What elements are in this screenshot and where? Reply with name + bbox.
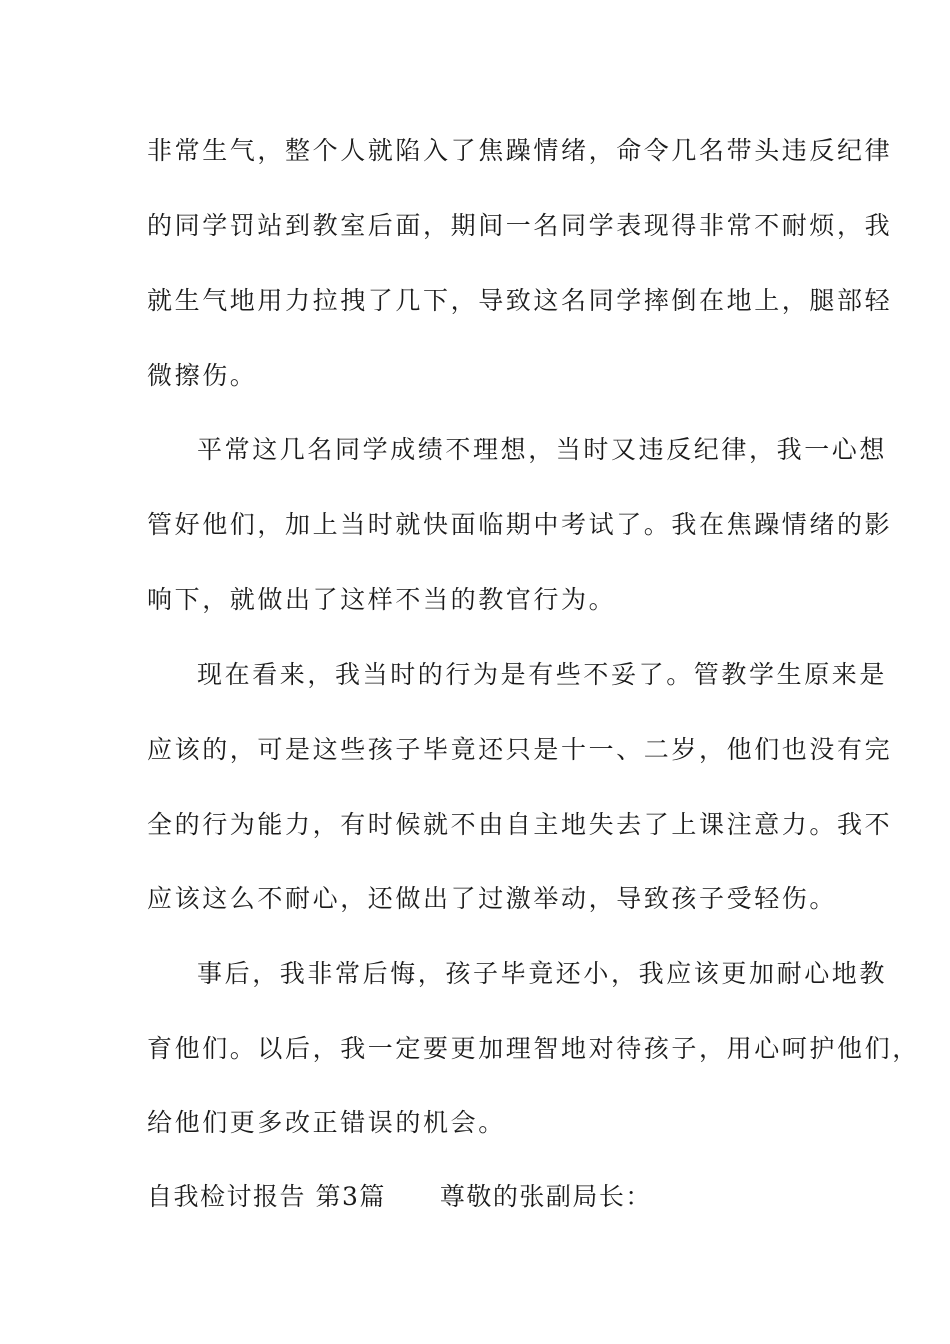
paragraph-line: 育他们。以后，我一定要更加理智地对待孩子，用心呵护他们，: [147, 1034, 920, 1063]
paragraph-line: 给他们更多改正错误的机会。: [147, 1108, 506, 1137]
salutation: 尊敬的张副局长：: [439, 1182, 652, 1211]
paragraph-line: 平常这几名同学成绩不理想，当时又违反纪律，我一心想: [197, 435, 888, 464]
paragraph-line: 现在看来，我当时的行为是有些不妥了。管教学生原来是: [197, 660, 888, 689]
paragraph-line: 非常生气，整个人就陷入了焦躁情绪，命令几名带头违反纪律: [147, 136, 893, 165]
paragraph-line: 的同学罚站到教室后面，期间一名同学表现得非常不耐烦，我: [147, 211, 893, 240]
paragraph-line: 应该的，可是这些孩子毕竟还只是十一、二岁，他们也没有完: [147, 735, 893, 764]
paragraph-line: 全的行为能力，有时候就不由自主地失去了上课注意力。我不: [147, 810, 893, 839]
section-title: 自我检讨报告 第3篇: [147, 1182, 386, 1211]
paragraph-line: 响下，就做出了这样不当的教官行为。: [147, 585, 617, 614]
paragraph-line: 微擦伤。: [147, 361, 258, 390]
paragraph-line: 就生气地用力拉拽了几下，导致这名同学摔倒在地上，腿部轻: [147, 286, 893, 315]
paragraph-line: 事后，我非常后悔，孩子毕竟还小，我应该更加耐心地教: [197, 959, 888, 988]
section-heading: [147, 1182, 652, 1212]
paragraph-line: 管好他们，加上当时就快面临期中考试了。我在焦躁情绪的影: [147, 510, 893, 539]
paragraph-line: 应该这么不耐心，还做出了过激举动，导致孩子受轻伤。: [147, 884, 838, 913]
